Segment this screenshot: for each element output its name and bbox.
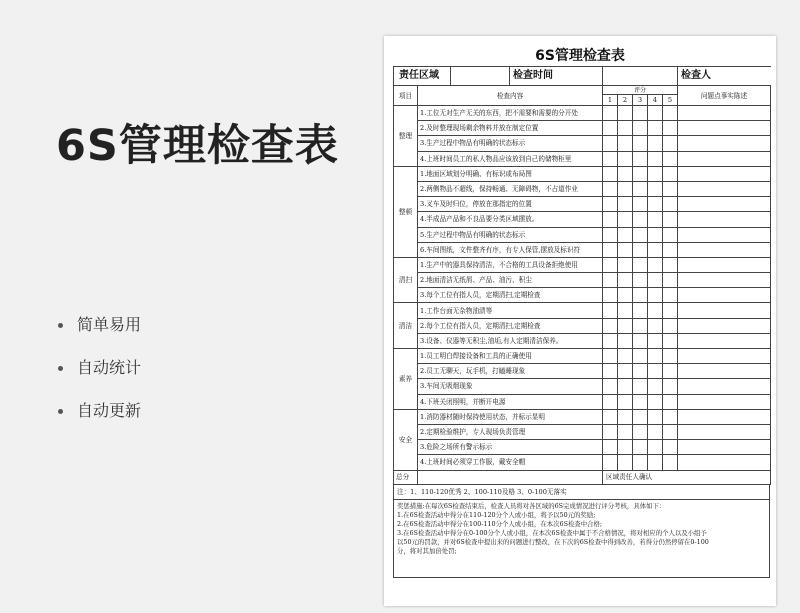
score-cell[interactable] [648,166,663,181]
score-cell[interactable] [663,212,678,227]
score-level: 2 [618,95,633,106]
checklist-row [394,364,771,379]
score-cell[interactable] [618,273,633,288]
category-label: 整理 [394,106,418,167]
score-cell[interactable] [603,455,618,470]
rules-line: 分，将对其加倍处罚; [397,547,457,555]
score-level: 1 [603,95,618,106]
score-cell[interactable] [618,257,633,272]
checklist-row [394,273,771,288]
checklist-row [394,212,771,227]
score-cell[interactable] [663,318,678,333]
score-cell[interactable] [618,197,633,212]
score-cell[interactable] [633,197,648,212]
checklist-row [394,379,771,394]
score-cell[interactable] [648,303,663,318]
score-cell[interactable] [618,394,633,409]
score-cell[interactable] [603,242,618,257]
issue-cell[interactable] [678,136,771,151]
issue-cell[interactable] [678,227,771,242]
score-cell[interactable] [648,151,663,166]
score-cell[interactable] [603,197,618,212]
score-cell[interactable] [618,227,633,242]
checklist-row [394,424,771,439]
header-row [394,67,771,86]
check-item-text: 4.下班关闭照明，并断开电源 [418,394,603,409]
check-item-text: 1.工位无对生产无关的东西，把不需要和需要的分开处 [418,106,603,121]
checklist-sheet [393,66,770,578]
score-cell[interactable] [663,136,678,151]
checklist-row [394,166,771,181]
checklist-row [394,349,771,364]
score-cell[interactable] [663,106,678,121]
check-item-text: 6.车间图纸，文件整齐有序，有专人保管,摆放及标识符 [418,242,603,257]
score-cell[interactable] [618,288,633,303]
check-item-text: 2.员工无聊天，玩手机，打瞌睡现象 [418,364,603,379]
feature-item: 自动统计 [58,355,141,398]
score-cell[interactable] [603,151,618,166]
total-value[interactable] [418,471,603,485]
score-cell[interactable] [648,121,663,136]
reward-rules [393,500,770,578]
score-cell[interactable] [663,121,678,136]
rules-line: 1.在6S检查活动中得分在110-120分个人或小组，将予以50元的奖励; [397,511,596,519]
score-cell[interactable] [633,121,648,136]
score-cell[interactable] [648,394,663,409]
checklist-row [394,333,771,348]
score-cell[interactable] [618,318,633,333]
score-cell[interactable] [663,242,678,257]
issue-cell[interactable] [678,349,771,364]
score-cell[interactable] [603,257,618,272]
score-cell[interactable] [633,349,648,364]
score-cell[interactable] [633,136,648,151]
check-item-text: 3.生产过程中物品有明确的状态标示 [418,136,603,151]
score-cell[interactable] [618,166,633,181]
area-value[interactable] [451,67,510,85]
score-cell[interactable] [633,242,648,257]
score-cell[interactable] [663,303,678,318]
score-cell[interactable] [618,303,633,318]
category-label: 素养 [394,349,418,410]
check-item-text: 4.上班时间必须穿工作服，戴安全帽 [418,455,603,470]
score-cell[interactable] [603,106,618,121]
score-level: 3 [633,95,648,106]
score-cell[interactable] [663,349,678,364]
score-cell[interactable] [633,212,648,227]
issue-cell[interactable] [678,106,771,121]
area-label: 责任区域 [394,67,451,85]
check-item-text: 2.定期检验维护，专人现场负责管理 [418,424,603,439]
issue-cell[interactable] [678,455,771,470]
score-cell[interactable] [648,288,663,303]
score-cell[interactable] [663,424,678,439]
check-item-text: 2.每个工位有指人员，定期清扫,定期检查 [418,318,603,333]
score-cell[interactable] [663,227,678,242]
score-cell[interactable] [663,379,678,394]
checklist-row [394,409,771,424]
issue-cell[interactable] [678,379,771,394]
time-label: 检查时间 [513,70,553,81]
issues-column-header: 问题点事实陈述 [678,86,771,106]
issue-cell[interactable] [678,303,771,318]
score-cell[interactable] [663,364,678,379]
score-cell[interactable] [633,364,648,379]
check-item-text: 4.上班时间员工的私人物品应该放到自己的储物柜里 [418,151,603,166]
inspector-label: 检查人 [678,67,771,86]
issue-cell[interactable] [678,166,771,181]
checklist-row [394,288,771,303]
item-column-header: 项目 [394,86,418,106]
checklist-row [394,151,771,166]
document-title: 6S管理检查表 [535,48,625,64]
rules-line: 2.在6S检查活动中得分在100-110分个人或小组，在本次6S检查中合格; [397,520,603,528]
score-cell[interactable] [648,212,663,227]
score-cell[interactable] [603,394,618,409]
score-cell[interactable] [633,394,648,409]
score-cell[interactable] [648,242,663,257]
checklist-row [394,440,771,455]
score-cell[interactable] [603,273,618,288]
checklist-row [394,242,771,257]
issue-cell[interactable] [678,440,771,455]
checklist-row [394,121,771,136]
score-cell[interactable] [633,318,648,333]
score-cell[interactable] [648,409,663,424]
score-cell[interactable] [648,106,663,121]
score-cell[interactable] [618,212,633,227]
score-cell[interactable] [633,273,648,288]
score-cell[interactable] [648,197,663,212]
check-item-text: 3.设备、仪器等无积尘,油垢,有人定期清洁保养。 [418,333,603,348]
score-cell[interactable] [633,181,648,196]
rules-line: 3.在6S检查活动中得分在0-100分个人或小组，在本次6S检查中属于不合格情况，将对相应的个人以及小组予 [397,529,707,537]
check-item-text: 3.叉车及时归位，停放在那指定的位置 [418,197,603,212]
category-label: 清扫 [394,257,418,303]
score-cell[interactable] [603,288,618,303]
issue-cell[interactable] [678,257,771,272]
issue-cell[interactable] [678,273,771,288]
checklist-row [394,197,771,212]
score-cell[interactable] [603,349,618,364]
time-value[interactable] [603,67,678,86]
check-item-text: 1.员工明白焊接设备和工具的正确使用 [418,349,603,364]
issue-cell[interactable] [678,424,771,439]
score-cell[interactable] [618,136,633,151]
checklist-row [394,455,771,470]
check-item-text: 3.车间无吸烟现象 [418,379,603,394]
check-item-text: 1.地面区域划分明确、有标识或布局图 [418,166,603,181]
score-cell[interactable] [618,455,633,470]
score-cell[interactable] [618,424,633,439]
issue-cell[interactable] [678,212,771,227]
category-label: 整顿 [394,166,418,257]
score-cell[interactable] [648,257,663,272]
score-cell[interactable] [603,364,618,379]
checklist-document [384,36,776,606]
check-item-text: 1.生产中的器具保持清洁，不合格的工具设备拒绝使用 [418,257,603,272]
issue-cell[interactable] [678,121,771,136]
hero-title: 6S管理检查表 [56,121,339,171]
score-cell[interactable] [603,424,618,439]
check-item-text: 2.及时整理现场剩余物料并放在制定位置 [418,121,603,136]
score-cell[interactable] [603,181,618,196]
score-cell[interactable] [603,121,618,136]
score-cell[interactable] [633,409,648,424]
check-item-text: 1.消防器材随时保持使用状态，并标示显明 [418,409,603,424]
score-cell[interactable] [603,212,618,227]
category-label: 安全 [394,409,418,470]
feature-item: 简单易用 [58,312,141,355]
feature-item: 自动更新 [58,398,141,441]
issue-cell[interactable] [678,394,771,409]
issue-cell[interactable] [678,333,771,348]
rules-line: 以50元的罚款，并对6S检查中提出来的问题进行整改，在下次的6S检查中得到改善，若得分仍然停留在0-100 [397,538,709,546]
issue-cell[interactable] [678,409,771,424]
score-cell[interactable] [663,181,678,196]
score-cell[interactable] [618,121,633,136]
check-item-text: 3.每个工位有指人员，定期清扫,定期检查 [418,288,603,303]
score-cell[interactable] [648,273,663,288]
score-cell[interactable] [663,333,678,348]
issue-cell[interactable] [678,242,771,257]
score-cell[interactable] [648,455,663,470]
score-cell[interactable] [663,288,678,303]
total-row [394,471,771,485]
score-level: 5 [663,95,678,106]
check-item-text: 3.危险之场所有警示标示 [418,440,603,455]
score-cell[interactable] [633,455,648,470]
score-cell[interactable] [618,349,633,364]
checklist-row [394,394,771,409]
summary-table [393,471,771,486]
score-cell[interactable] [603,166,618,181]
checklist-row [394,227,771,242]
score-cell[interactable] [618,181,633,196]
checklist-table [393,66,771,471]
check-item-text: 1.工作台面无杂物油渍等 [418,303,603,318]
issue-cell[interactable] [678,288,771,303]
checklist-row [394,303,771,318]
score-cell[interactable] [648,424,663,439]
score-cell[interactable] [663,440,678,455]
content-column-header: 检查内容 [418,86,603,106]
score-cell[interactable] [633,333,648,348]
score-cell[interactable] [618,409,633,424]
score-cell[interactable] [648,333,663,348]
score-cell[interactable] [663,166,678,181]
score-cell[interactable] [633,151,648,166]
confirm-label: 区域责任人确认 [603,471,771,485]
score-cell[interactable] [648,440,663,455]
score-cell[interactable] [648,379,663,394]
score-cell[interactable] [663,394,678,409]
checklist-row [394,106,771,121]
score-cell[interactable] [648,227,663,242]
score-cell[interactable] [618,379,633,394]
score-cell[interactable] [618,106,633,121]
score-cell[interactable] [633,106,648,121]
score-cell[interactable] [648,364,663,379]
score-cell[interactable] [663,455,678,470]
feature-list [58,312,141,441]
check-item-text: 5.生产过程中物品有明确的状态标示 [418,227,603,242]
column-header-row [394,86,771,95]
score-cell[interactable] [663,273,678,288]
rules-line: 奖惩措施:在每次6S检查结束后，检查人员将对各区域的6S完成情况进行评分考核，具体如下： [397,502,666,510]
score-cell[interactable] [603,333,618,348]
checklist-row [394,257,771,272]
score-cell[interactable] [633,257,648,272]
checklist-row [394,318,771,333]
score-cell[interactable] [633,227,648,242]
issue-cell[interactable] [678,197,771,212]
score-cell[interactable] [648,181,663,196]
score-cell[interactable] [603,440,618,455]
total-label: 总分 [394,471,418,485]
score-cell[interactable] [603,409,618,424]
score-cell[interactable] [663,409,678,424]
score-cell[interactable] [633,424,648,439]
issue-cell[interactable] [678,364,771,379]
issue-cell[interactable] [678,181,771,196]
score-cell[interactable] [648,349,663,364]
score-cell[interactable] [603,136,618,151]
issue-cell[interactable] [678,318,771,333]
score-cell[interactable] [603,379,618,394]
checklist-row [394,136,771,151]
category-label: 清洁 [394,303,418,349]
score-cell[interactable] [603,227,618,242]
issue-cell[interactable] [678,151,771,166]
score-cell[interactable] [618,440,633,455]
score-level: 4 [648,95,663,106]
score-cell[interactable] [663,151,678,166]
score-cell[interactable] [648,318,663,333]
score-cell[interactable] [633,166,648,181]
checklist-row [394,181,771,196]
score-cell[interactable] [633,440,648,455]
score-cell[interactable] [663,257,678,272]
score-cell[interactable] [633,303,648,318]
score-cell[interactable] [648,136,663,151]
score-cell[interactable] [633,379,648,394]
score-cell[interactable] [663,197,678,212]
score-cell[interactable] [618,242,633,257]
score-cell[interactable] [603,303,618,318]
score-column-header: 评分 [603,86,678,95]
check-item-text: 2.两侧物品不超线，保持畅通、无障碍物，不占道作业 [418,181,603,196]
score-note: 注：1、110-120优秀 2、100-110及格 3、0-100无落实 [393,485,770,500]
check-item-text: 2.地面清洁无纸屑、产品、油污、积尘 [418,273,603,288]
score-cell[interactable] [618,151,633,166]
score-cell[interactable] [633,288,648,303]
check-item-text: 4.半成品产品和不良品要分类区域摆放。 [418,212,603,227]
score-cell[interactable] [618,364,633,379]
score-cell[interactable] [603,318,618,333]
score-cell[interactable] [618,333,633,348]
